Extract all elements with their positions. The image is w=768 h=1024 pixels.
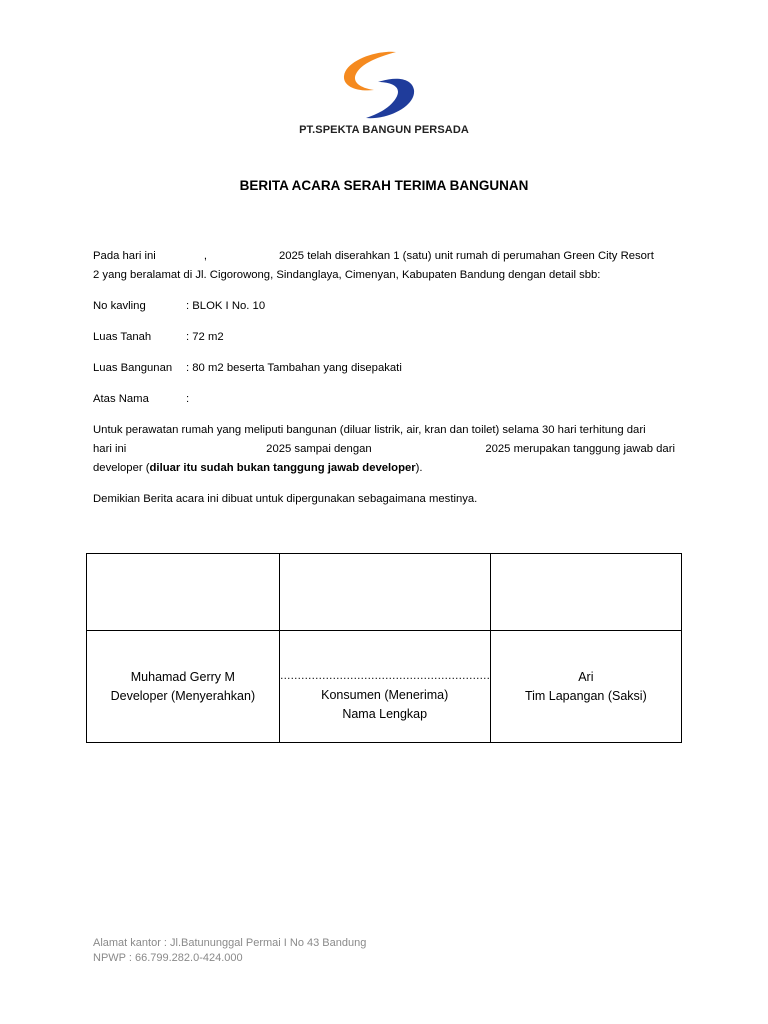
- signature-space-saksi: [490, 554, 681, 631]
- intro-comma: ,: [203, 250, 207, 262]
- signature-table: [86, 553, 682, 743]
- detail-value: : 72 m2: [186, 331, 224, 343]
- signature-cell-konsumen: [279, 631, 490, 743]
- maintenance-line1: Untuk perawatan rumah yang meliputi bangunan (diluar listrik, air, kran dan toilet) selama 30 hari terhitung dari: [93, 424, 646, 436]
- detail-label: Luas Bangunan: [93, 362, 173, 374]
- developer-name: Muhamad Gerry M: [130, 669, 235, 684]
- intro-line1-rest: 2025 telah diserahkan 1 (satu) unit rumah di perumahan Green City Resort: [278, 250, 654, 262]
- signature-space-developer: [87, 554, 280, 631]
- detail-row-luas-bangunan: [93, 359, 402, 378]
- intro-paragraph: [93, 247, 675, 285]
- maintenance-line3-prefix: developer (: [93, 462, 150, 474]
- signature-space-konsumen: [279, 554, 490, 631]
- logo-blue-swoosh: [366, 79, 414, 118]
- detail-label: Luas Tanah: [93, 331, 152, 343]
- detail-row-kavling: [93, 297, 265, 316]
- company-logo: [338, 48, 418, 122]
- konsumen-role: Konsumen (Menerima): [321, 688, 449, 702]
- footer: [93, 936, 366, 966]
- intro-prefix: Pada hari ini: [93, 250, 156, 262]
- detail-value: :: [186, 393, 190, 405]
- saksi-role: Tim Lapangan (Saksi): [524, 688, 647, 703]
- saksi-name: Ari: [578, 669, 594, 684]
- maintenance-line2-b: 2025 sampai dengan: [266, 443, 372, 455]
- footer-address: Alamat kantor : Jl.Batununggal Permai I No 43 Bandung: [93, 937, 367, 949]
- maintenance-paragraph: [93, 421, 675, 478]
- closing-paragraph: Demikian Berita acara ini dibuat untuk dipergunakan sebagaimana mestinya.: [93, 493, 478, 505]
- signature-cell-developer: [87, 631, 280, 743]
- maintenance-line3-bold: diluar itu sudah bukan tanggung jawab developer: [149, 462, 416, 474]
- document-title: BERITA ACARA SERAH TERIMA BANGUNAN: [239, 178, 529, 193]
- logo-orange-swoosh: [344, 52, 396, 91]
- intro-line2: 2 yang beralamat di Jl. Cigorowong, Sindanglaya, Cimenyan, Kabupaten Bandung dengan detail sbb:: [93, 269, 601, 281]
- detail-value: : 80 m2 beserta Tambahan yang disepakati: [186, 362, 402, 374]
- detail-value: : BLOK I No. 10: [186, 300, 266, 312]
- footer-npwp: NPWP : 66.799.282.0-424.000: [93, 952, 243, 964]
- signature-cell-saksi: [490, 631, 681, 743]
- detail-label: Atas Nama: [93, 393, 149, 405]
- detail-row-luas-tanah: [93, 328, 224, 347]
- developer-role: Developer (Menyerahkan): [110, 688, 256, 703]
- konsumen-note: Nama Lengkap: [342, 707, 428, 721]
- maintenance-line2-c: 2025 merupakan tanggung jawab dari: [485, 443, 675, 455]
- konsumen-name-line: ……………………………………………………: [279, 670, 490, 682]
- detail-row-atas-nama: [93, 390, 189, 409]
- company-name: PT.SPEKTA BANGUN PERSADA: [299, 124, 469, 136]
- detail-label: No kavling: [93, 300, 146, 312]
- maintenance-line3-suffix: ).: [415, 462, 423, 474]
- maintenance-line2-a: hari ini: [93, 443, 127, 455]
